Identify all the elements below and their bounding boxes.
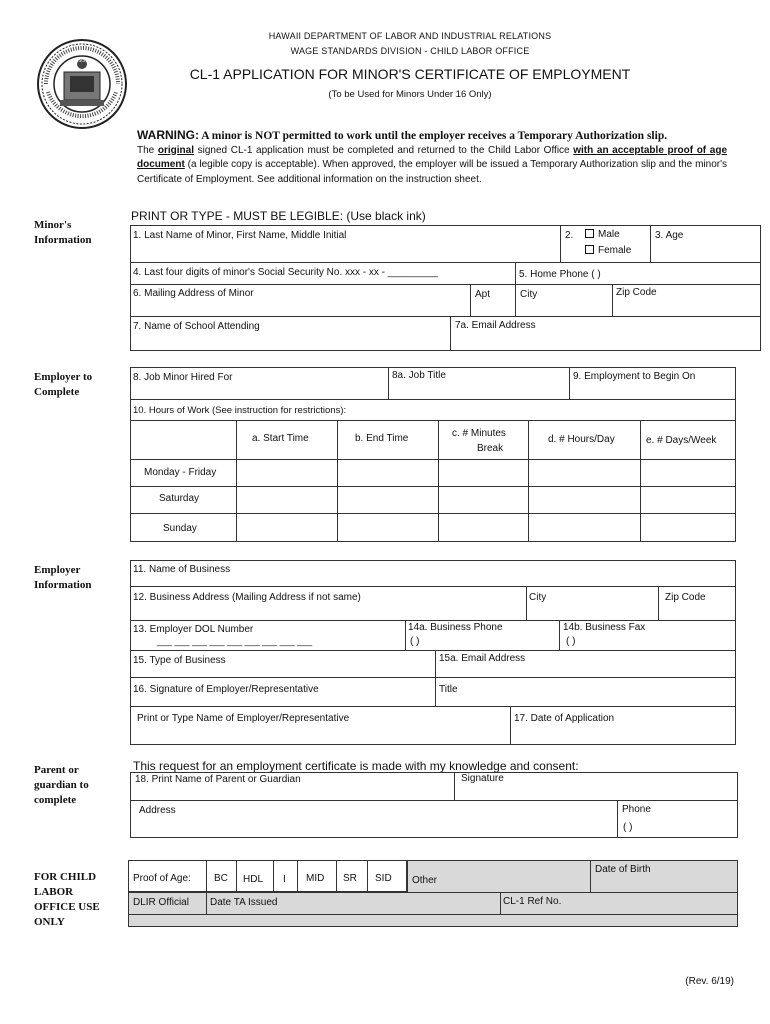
- field-employer-print-name[interactable]: Print or Type Name of Employer/Representative: [137, 713, 350, 724]
- field-job-title[interactable]: 8a. Job Title: [392, 370, 446, 381]
- field-ssn[interactable]: 4. Last four digits of minor's Social Security No. xxx - xx - _________: [133, 267, 438, 278]
- business-fax-paren: ( ): [566, 636, 576, 647]
- warning-p1: The: [137, 144, 158, 156]
- col-days-week: e. # Days/Week: [646, 435, 717, 446]
- field-apt[interactable]: Apt: [475, 289, 491, 300]
- field-job-hired-for[interactable]: 8. Job Minor Hired For: [133, 372, 233, 383]
- revision-date: (Rev. 6/19): [685, 976, 734, 987]
- field-employment-begin[interactable]: 9. Employment to Begin On: [573, 371, 696, 382]
- proof-option-other[interactable]: Other: [412, 875, 438, 886]
- consent-statement: This request for an employment certificate is made with my knowledge and consent:: [133, 759, 579, 773]
- field-business-phone[interactable]: 14a. Business Phone: [408, 622, 503, 633]
- col-start-time: a. Start Time: [252, 433, 309, 444]
- field-home-phone[interactable]: 5. Home Phone ( ): [519, 269, 601, 280]
- warning-p3: signed CL-1 application must be completed and returned to the Child Labor Office: [194, 144, 574, 156]
- female-label: Female: [598, 245, 632, 256]
- field-ta-issued[interactable]: Date TA Issued: [210, 897, 278, 908]
- division-name: WAGE STANDARDS DIVISION - CHILD LABOR OFFICE: [290, 46, 530, 56]
- field-business-zip[interactable]: Zip Code: [665, 592, 706, 603]
- parent-phone-paren: ( ): [623, 822, 633, 833]
- col-hours-day: d. # Hours/Day: [548, 434, 615, 445]
- field-parent-phone[interactable]: Phone: [622, 804, 651, 815]
- field-dlir-official[interactable]: DLIR Official: [133, 897, 189, 908]
- proof-option-mid[interactable]: MID: [306, 873, 325, 884]
- field-date-of-birth[interactable]: Date of Birth: [595, 864, 651, 875]
- field-gender-label: 2.: [565, 230, 574, 241]
- warning-body: [137, 144, 727, 188]
- field-business-type[interactable]: 15. Type of Business: [133, 655, 226, 666]
- row-saturday: Saturday: [159, 493, 200, 504]
- checkbox-female[interactable]: [585, 245, 631, 256]
- field-school[interactable]: 7. Name of School Attending: [133, 321, 260, 332]
- warning-original: original: [157, 144, 194, 156]
- proof-option-hdl[interactable]: HDL: [243, 874, 264, 885]
- proof-option-bc[interactable]: BC: [214, 873, 228, 884]
- job-box: [130, 367, 736, 542]
- field-cl1-ref[interactable]: CL-1 Ref No.: [503, 896, 562, 907]
- field-employer-title[interactable]: Title: [439, 684, 458, 695]
- field-employer-signature[interactable]: 16. Signature of Employer/Representative: [133, 684, 319, 695]
- proof-option-sid[interactable]: SID: [375, 873, 392, 884]
- business-phone-paren: ( ): [410, 636, 420, 647]
- field-business-name[interactable]: 11. Name of Business: [133, 564, 231, 575]
- warning-headline: [137, 128, 727, 144]
- print-instructions: PRINT OR TYPE - MUST BE LEGIBLE: (Use black ink): [131, 209, 426, 223]
- field-minor-name[interactable]: 1. Last Name of Minor, First Name, Middle Initial: [133, 230, 347, 241]
- warning-block: [137, 128, 727, 187]
- form-subtitle: (To be Used for Minors Under 16 Only): [328, 89, 492, 100]
- field-zip[interactable]: Zip Code: [616, 287, 657, 298]
- field-age[interactable]: 3. Age: [655, 230, 684, 241]
- field-application-date[interactable]: 17. Date of Application: [514, 713, 615, 724]
- row-weekday: Monday - Friday: [144, 467, 217, 478]
- state-seal: [36, 38, 128, 130]
- proof-of-age-label: Proof of Age:: [133, 873, 191, 884]
- section-employer-info-label: Employer Information: [34, 564, 92, 591]
- col-break: Break: [477, 443, 504, 454]
- field-business-city[interactable]: City: [529, 592, 547, 603]
- field-business-address[interactable]: 12. Business Address (Mailing Address if not same): [133, 592, 361, 603]
- section-office-label: FOR CHILD LABOR OFFICE USE ONLY: [34, 871, 100, 928]
- department-name: HAWAII DEPARTMENT OF LABOR AND INDUSTRIAL RELATIONS: [268, 31, 552, 41]
- warning-proof: with an acceptable proof of age document: [137, 144, 727, 170]
- checkbox-male[interactable]: [585, 229, 620, 240]
- field-parent-signature[interactable]: Signature: [461, 773, 504, 784]
- col-end-time: b. End Time: [355, 433, 409, 444]
- field-business-fax[interactable]: 14b. Business Fax: [563, 622, 646, 633]
- field-parent-address[interactable]: Address: [139, 805, 176, 816]
- field-city[interactable]: City: [520, 289, 538, 300]
- proof-option-sr[interactable]: SR: [343, 873, 357, 884]
- field-minor-email[interactable]: 7a. Email Address: [455, 320, 536, 331]
- proof-option-i[interactable]: I: [283, 874, 286, 885]
- male-label: Male: [598, 229, 620, 240]
- dol-number-blanks: ___ ___ ___ ___ ___ ___ ___ ___ ___: [157, 636, 313, 646]
- field-business-email[interactable]: 15a. Email Address: [439, 653, 526, 664]
- seal-year: 1959: [75, 58, 89, 64]
- hours-of-work-label: 10. Hours of Work (See instruction for restrictions):: [133, 405, 347, 416]
- section-parent-label: Parent or guardian to complete: [34, 764, 89, 806]
- warning-label: WARNING:: [137, 128, 199, 142]
- male-checkbox-icon[interactable]: [585, 229, 594, 238]
- warning-text: A minor is NOT permitted to work until the employer receives a Temporary Authorization slip.: [201, 130, 668, 142]
- row-sunday: Sunday: [163, 523, 197, 534]
- field-parent-name[interactable]: 18. Print Name of Parent or Guardian: [135, 774, 301, 785]
- section-employer-complete-label: Employer to Complete: [34, 371, 93, 398]
- form-title: CL-1 APPLICATION FOR MINOR'S CERTIFICATE OF EMPLOYMENT: [189, 66, 631, 82]
- section-minor-label: Minor's Information: [34, 219, 92, 246]
- col-minutes-break: c. # Minutes: [452, 428, 506, 439]
- field-mailing-address[interactable]: 6. Mailing Address of Minor: [133, 288, 254, 299]
- field-dol-number[interactable]: 13. Employer DOL Number: [133, 624, 254, 635]
- warning-p5: (a legible copy is acceptable). When approved, the employer will be issued a Temporary Authorization slip and the minor's Certificate of Employment. See additional information on the instruction sheet.: [137, 159, 727, 185]
- female-checkbox-icon[interactable]: [585, 245, 594, 254]
